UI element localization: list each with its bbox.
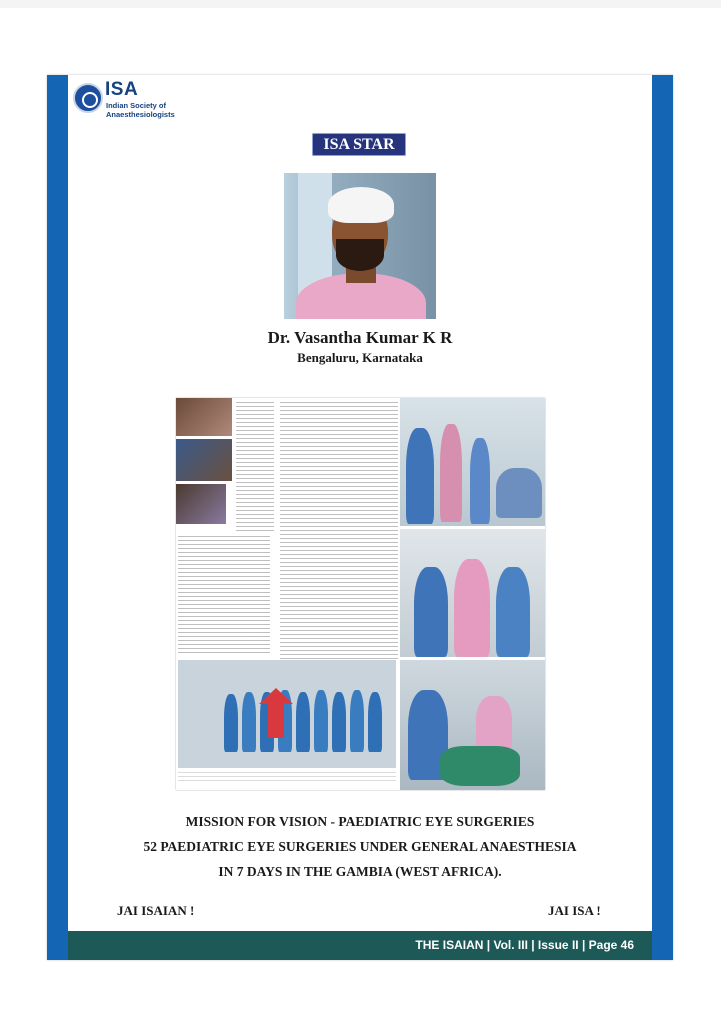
footer-text: THE ISAIAN | Vol. III | Issue II | Page 46: [415, 938, 634, 952]
mission-heading-line1: MISSION FOR VISION - PAEDIATRIC EYE SURGERIES: [185, 814, 535, 829]
isa-logo: [73, 79, 203, 122]
top-strip: [0, 0, 721, 8]
mission-heading-line3: IN 7 DAYS IN THE GAMBIA (WEST AFRICA).: [218, 864, 502, 879]
logo-name-line1: Indian Society of: [106, 101, 167, 110]
portrait-photo: [284, 173, 436, 319]
slogan-right: JAI ISA !: [548, 903, 601, 918]
isa-star-badge: ISA STAR: [312, 133, 406, 156]
mission-heading-line2: 52 PAEDIATRIC EYE SURGERIES UNDER GENERAL ANAESTHESIA: [143, 839, 577, 854]
logo-name-line2: Anaesthesiologists: [106, 110, 175, 119]
person-name: Dr. Vasantha Kumar K R: [267, 328, 453, 347]
slogan-left: JAI ISAIAN !: [117, 903, 195, 918]
article-collage-image: [176, 398, 545, 790]
page-footer: [68, 931, 652, 960]
isa-emblem-icon: [73, 83, 103, 113]
logo-abbr: ISA: [105, 79, 139, 100]
magazine-page: [47, 75, 673, 960]
person-place: Bengaluru, Karnataka: [297, 350, 423, 365]
